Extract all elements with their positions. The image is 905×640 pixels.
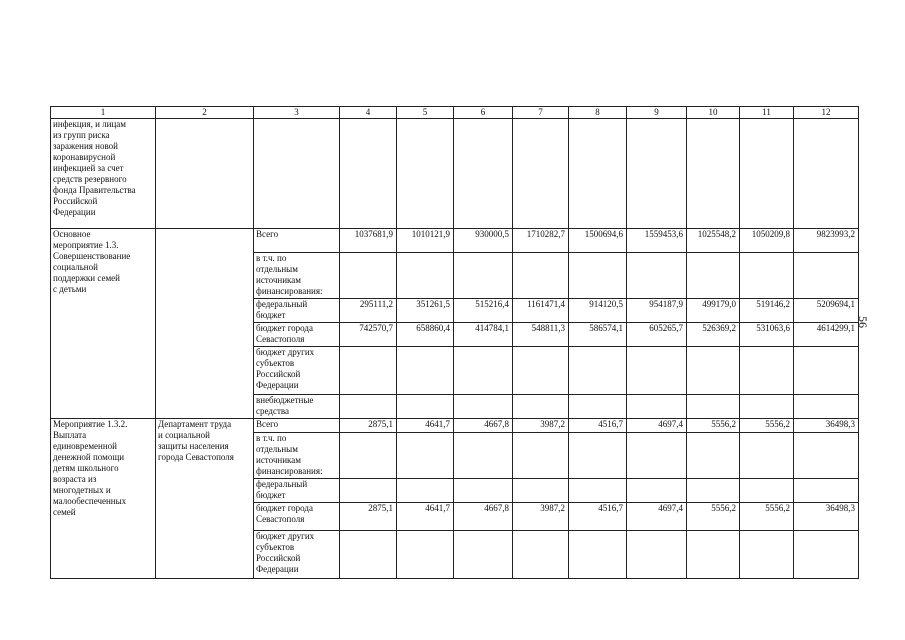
value-cell	[397, 479, 454, 503]
value-cell	[454, 479, 513, 503]
value-cell	[687, 479, 740, 503]
source-cell: Всего	[254, 419, 340, 433]
value-cell: 1010121,9	[397, 229, 454, 253]
value-cell: 548811,3	[513, 323, 569, 347]
value-cell	[740, 347, 794, 395]
value-cell	[397, 395, 454, 419]
value-cell	[627, 531, 687, 579]
value-cell: 1710282,7	[513, 229, 569, 253]
value-cell: 9823993,2	[794, 229, 859, 253]
value-cell	[340, 253, 397, 299]
value-cell	[454, 531, 513, 579]
value-cell	[397, 347, 454, 395]
value-cell: 515216,4	[454, 299, 513, 323]
value-cell	[454, 395, 513, 419]
column-number: 8	[569, 107, 627, 119]
value-cell: 5556,2	[687, 419, 740, 433]
value-cell	[794, 433, 859, 479]
value-cell	[569, 119, 627, 229]
value-cell: 5556,2	[740, 503, 794, 531]
source-cell: бюджет других субъектов Российской Федерации	[254, 347, 340, 395]
value-cell: 4641,7	[397, 503, 454, 531]
value-cell	[340, 531, 397, 579]
column-number: 6	[454, 107, 513, 119]
value-cell: 36498,3	[794, 419, 859, 433]
column-number: 3	[254, 107, 340, 119]
responsible-department: Департамент труда и социальной защиты населения города Севастополя	[158, 419, 234, 462]
value-cell	[687, 347, 740, 395]
value-cell: 4641,7	[397, 419, 454, 433]
value-cell	[687, 433, 740, 479]
page-number: 56	[856, 316, 870, 328]
value-cell: 1037681,9	[340, 229, 397, 253]
value-cell: 658860,4	[397, 323, 454, 347]
value-cell	[340, 119, 397, 229]
value-cell	[687, 119, 740, 229]
value-cell: 5556,2	[687, 503, 740, 531]
value-cell: 4516,7	[569, 503, 627, 531]
value-cell: 4614299,1	[794, 323, 859, 347]
value-cell: 36498,3	[794, 503, 859, 531]
value-cell	[740, 119, 794, 229]
value-cell: 2875,1	[340, 503, 397, 531]
value-cell: 3987,2	[513, 419, 569, 433]
source-cell: внебюджетные средства	[254, 395, 340, 419]
value-cell	[627, 253, 687, 299]
value-cell	[687, 531, 740, 579]
value-cell: 1500694,6	[569, 229, 627, 253]
value-cell	[687, 253, 740, 299]
value-cell	[627, 433, 687, 479]
value-cell	[740, 433, 794, 479]
value-cell: 5209694,1	[794, 299, 859, 323]
value-cell	[340, 479, 397, 503]
header-row	[51, 107, 859, 119]
responsible-cell	[156, 229, 254, 419]
column-number: 2	[156, 107, 254, 119]
value-cell: 1161471,4	[513, 299, 569, 323]
value-cell: 531063,6	[740, 323, 794, 347]
column-number: 1	[51, 107, 156, 119]
value-cell	[513, 347, 569, 395]
value-cell: 605265,7	[627, 323, 687, 347]
value-cell: 1050209,8	[740, 229, 794, 253]
source-cell: федеральный бюджет	[254, 479, 340, 503]
value-cell	[513, 253, 569, 299]
value-cell: 4667,8	[454, 503, 513, 531]
column-number: 4	[340, 107, 397, 119]
value-cell	[454, 347, 513, 395]
value-cell	[454, 253, 513, 299]
value-cell	[569, 433, 627, 479]
activity-name-cell	[51, 419, 156, 579]
value-cell: 2875,1	[340, 419, 397, 433]
value-cell	[794, 119, 859, 229]
table-row	[51, 419, 859, 433]
value-cell: 4516,7	[569, 419, 627, 433]
column-number: 12	[794, 107, 859, 119]
value-cell	[794, 253, 859, 299]
column-number: 9	[627, 107, 687, 119]
value-cell	[513, 433, 569, 479]
value-cell	[513, 395, 569, 419]
responsible-cell	[156, 119, 254, 229]
value-cell	[397, 531, 454, 579]
table-row	[51, 119, 859, 229]
value-cell	[397, 119, 454, 229]
column-number: 7	[513, 107, 569, 119]
value-cell	[687, 395, 740, 419]
value-cell: 351261,5	[397, 299, 454, 323]
source-cell: бюджет других субъектов Российской Федерации	[254, 531, 340, 579]
value-cell: 742570,7	[340, 323, 397, 347]
value-cell: 954187,9	[627, 299, 687, 323]
value-cell: 4697,4	[627, 419, 687, 433]
value-cell	[569, 531, 627, 579]
value-cell	[397, 433, 454, 479]
table-row	[51, 229, 859, 253]
value-cell	[569, 253, 627, 299]
value-cell	[627, 347, 687, 395]
value-cell	[740, 395, 794, 419]
value-cell	[513, 479, 569, 503]
activity-name-cell	[51, 119, 156, 229]
value-cell: 586574,1	[569, 323, 627, 347]
value-cell: 4697,4	[627, 503, 687, 531]
value-cell	[740, 253, 794, 299]
value-cell: 526369,2	[687, 323, 740, 347]
value-cell	[627, 395, 687, 419]
value-cell: 295111,2	[340, 299, 397, 323]
value-cell	[794, 479, 859, 503]
value-cell: 414784,1	[454, 323, 513, 347]
value-cell	[340, 433, 397, 479]
value-cell: 5556,2	[740, 419, 794, 433]
responsible-cell	[156, 419, 254, 579]
column-number: 5	[397, 107, 454, 119]
value-cell	[569, 347, 627, 395]
value-cell: 3987,2	[513, 503, 569, 531]
value-cell	[794, 347, 859, 395]
value-cell	[740, 531, 794, 579]
value-cell	[340, 395, 397, 419]
value-cell	[569, 395, 627, 419]
column-number: 10	[687, 107, 740, 119]
value-cell	[627, 119, 687, 229]
value-cell: 914120,5	[569, 299, 627, 323]
value-cell: 1025548,2	[687, 229, 740, 253]
value-cell: 4667,8	[454, 419, 513, 433]
source-cell: в т.ч. по отдельным источникам финансирования:	[254, 253, 340, 299]
source-cell	[254, 119, 340, 229]
value-cell	[794, 531, 859, 579]
activity-name-cell	[51, 229, 156, 419]
value-cell	[340, 347, 397, 395]
value-cell: 519146,2	[740, 299, 794, 323]
source-cell: федеральный бюджет	[254, 299, 340, 323]
value-cell	[794, 395, 859, 419]
activity-name: инфекция, и лицам из групп риска заражения новой коронавирусной инфекцией за счет средств резервного фонда Правительства Российской Федерации	[53, 119, 136, 217]
value-cell	[569, 479, 627, 503]
value-cell	[454, 119, 513, 229]
activity-name: Мероприятие 1.3.2. Выплата единовременной денежной помощи детям школьного возраста из многодетных и малообеспеченных семей	[53, 419, 128, 517]
source-cell: Всего	[254, 229, 340, 253]
value-cell	[397, 253, 454, 299]
source-cell: бюджет города Севастополя	[254, 323, 340, 347]
value-cell	[454, 433, 513, 479]
column-number: 11	[740, 107, 794, 119]
activity-name: Основное мероприятие 1.3. Совершенствование социальной поддержки семей с детьми	[53, 229, 131, 294]
value-cell	[627, 479, 687, 503]
value-cell	[513, 119, 569, 229]
value-cell: 930000,5	[454, 229, 513, 253]
source-cell: в т.ч. по отдельным источникам финансирования:	[254, 433, 340, 479]
value-cell	[513, 531, 569, 579]
value-cell	[740, 479, 794, 503]
value-cell: 499179,0	[687, 299, 740, 323]
source-cell: бюджет города Севастополя	[254, 503, 340, 531]
budget-table	[50, 106, 859, 579]
value-cell: 1559453,6	[627, 229, 687, 253]
